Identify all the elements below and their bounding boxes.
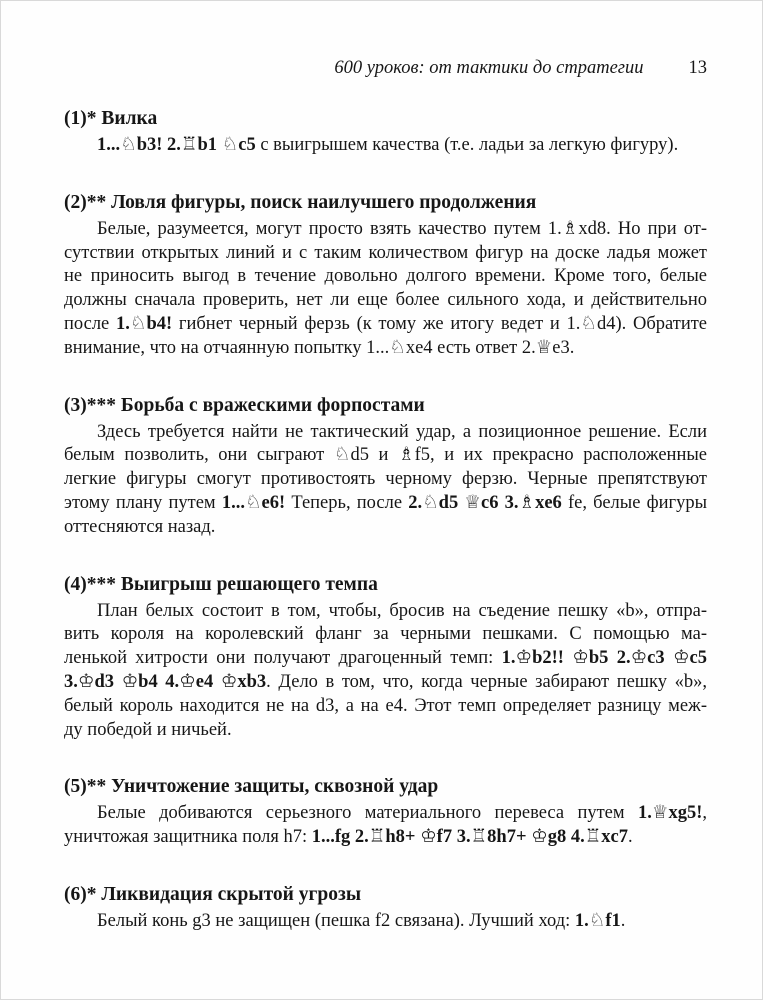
page-number: 13 <box>688 58 707 78</box>
text-line <box>64 134 707 158</box>
text-run: внимание, что на отчаянную попытку 1...♘xe4 есть ответ 2.♕e3. <box>64 337 575 358</box>
text-run: . <box>620 910 626 931</box>
text-run: оттесняются назад. <box>64 516 216 537</box>
paragraph <box>64 134 707 158</box>
text-run: после <box>64 313 116 334</box>
text-run: белый король находится не на d3, а на e4. Этот темп определяет разницу меж- <box>64 695 707 716</box>
text-line <box>64 421 707 445</box>
chess-move: 2.♘d5 ♕c6 3.♗xe6 <box>408 492 562 513</box>
chess-move: 1.♔b2!! ♔b5 2.♔c3 ♔c5 <box>501 648 707 669</box>
text-line <box>64 492 707 516</box>
chess-move: 3.♔d3 ♔b4 4.♔e4 ♔xb3 <box>64 671 267 692</box>
chess-move: 1...fg 2.♖h8+ ♔f7 3.♖8h7+ ♔g8 4.♖xc7 <box>311 827 628 848</box>
text-run: сутствии открытых линий и с таким количеством фигур на доске ладья может <box>64 242 707 263</box>
text-run: вить короля на королевский фланг за черными пешками. С помощью ма- <box>64 624 707 645</box>
text-line <box>64 910 707 934</box>
text-line <box>64 600 707 624</box>
section <box>64 106 707 158</box>
text-run: Белый конь g3 не защищен (пешка f2 связана). Лучший ход: <box>97 910 575 931</box>
text-line <box>64 516 707 540</box>
chess-move: 1...♘b3! 2.♖b1 ♘c5 <box>97 135 256 155</box>
text-run: План белых состоит в том, чтобы, бросив на съедение пешку «b», отпра- <box>97 600 707 621</box>
paragraph <box>64 421 707 540</box>
text-line <box>64 337 707 361</box>
text-run: Теперь, после <box>285 492 409 513</box>
section <box>64 572 707 743</box>
text-run: , <box>702 803 707 824</box>
chess-move: 1.♘b4! <box>116 313 173 334</box>
section-heading: (2)** Ловля фигуры, поиск наилучшего продолжения <box>64 191 537 213</box>
text-run: fe, белые фигуры <box>561 492 707 513</box>
chess-move: 1.♘f1 <box>574 910 621 931</box>
text-line <box>64 313 707 337</box>
text-line <box>64 647 707 671</box>
running-header <box>64 57 707 80</box>
section <box>64 190 707 361</box>
text-line <box>64 468 707 492</box>
text-line <box>64 826 707 850</box>
text-run: ленькой хитрости они получают драгоценный темп: <box>64 648 502 669</box>
section-heading: (6)* Ликвидация скрытой угрозы <box>64 883 362 905</box>
text-line <box>64 242 707 266</box>
text-line <box>64 444 707 468</box>
text-run: легкие фигуры смогут противостоять черному ферзю. Черные препятствуют <box>64 469 707 490</box>
section <box>64 882 707 934</box>
text-run: . <box>628 827 633 848</box>
text-run: Белые, разумеется, могут просто взять качество путем 1.♗xd8. Но при от- <box>97 218 707 239</box>
text-line <box>64 265 707 289</box>
text-run: белым позволить, они сыграют ♘d5 и ♗f5, и их прекрасно расположенные <box>64 445 707 466</box>
text-line <box>64 289 707 313</box>
text-run: гибнет черный ферзь (к тому же итогу ведет и 1.♘d4). Обратите <box>172 313 707 334</box>
section-heading: (3)*** Борьба с вражескими форпостами <box>64 394 425 416</box>
chess-move: 1...♘e6! <box>221 492 286 513</box>
section <box>64 774 707 850</box>
text-run: уничтожая защитника поля h7: <box>64 827 312 848</box>
text-run: с выигрышем качества (т.е. ладьи за легкую фигуру). <box>255 135 679 155</box>
text-line <box>64 695 707 719</box>
text-run: Здесь требуется найти не тактический удар, а позиционное решение. Если <box>97 421 707 442</box>
section-heading: (1)* Вилка <box>64 108 158 129</box>
text-line <box>64 218 707 242</box>
sections <box>64 106 707 934</box>
text-run: Белые добиваются серьезного материального перевеса путем <box>97 803 638 824</box>
text-line <box>64 802 707 826</box>
section-heading: (4)*** Выигрыш решающего темпа <box>64 573 378 595</box>
text-line <box>64 719 707 743</box>
chess-move: 1.♕xg5! <box>638 803 703 824</box>
paragraph <box>64 600 707 743</box>
text-run: не приносить выгод в течение довольно долгого времени. Кроме того, белые <box>64 266 707 287</box>
paragraph <box>64 802 707 850</box>
paragraph <box>64 218 707 361</box>
running-title: 600 уроков: от тактики до стратегии <box>334 58 644 78</box>
text-line <box>64 671 707 695</box>
paragraph <box>64 910 707 934</box>
text-run: этому плану путем <box>64 492 222 513</box>
section <box>64 393 707 540</box>
text-run: . Дело в том, что, когда черные забирают пешку «b», <box>266 671 707 692</box>
text-run: ду победой и ничьей. <box>64 719 232 740</box>
section-heading: (5)** Уничтожение защиты, сквозной удар <box>64 776 439 798</box>
text-line <box>64 623 707 647</box>
text-run: должны сначала проверить, нет ли еще более сильного хода, и действительно <box>64 290 707 311</box>
